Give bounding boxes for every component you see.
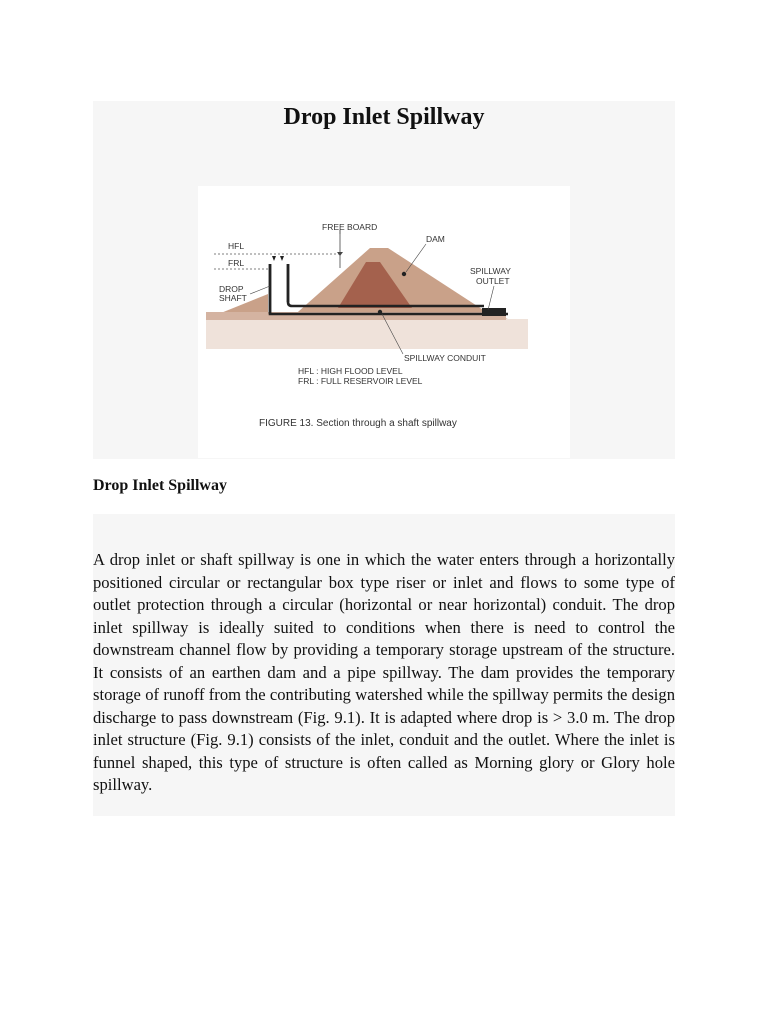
label-frl: FRL	[228, 258, 245, 268]
label-dam: DAM	[426, 234, 445, 244]
drop-shaft	[272, 264, 286, 306]
spillway-diagram	[198, 186, 570, 458]
label-drop: DROP	[219, 284, 244, 294]
outlet-leader	[488, 286, 494, 310]
ground-layer	[206, 319, 528, 349]
label-outlet: OUTLET	[476, 276, 510, 286]
shaft-leader	[250, 286, 270, 294]
outlet-pointer-dot	[486, 310, 490, 314]
inlet-arrow-2	[280, 256, 284, 261]
spillway-outlet-block	[482, 308, 506, 316]
label-spillway: SPILLWAY	[470, 266, 511, 276]
freeboard-arrow	[337, 252, 343, 256]
inlet-arrow-1	[272, 256, 276, 261]
label-free-board: FREE BOARD	[322, 222, 378, 232]
body-paragraph: A drop inlet or shaft spillway is one in which the water enters through a horizontally positioned circular or rectangular box type riser or inlet and flows to some type of outlet protection through a circular (horizontal or near horizontal) conduit. The drop inlet spillway is ideally suited to conditions when there is need to control the downstream channel flow by providing a temporary storage upstream of the structure. It consists of an earthen dam and a pipe spillway. The dam provides the temporary storage of runoff from the contributing watershed while the spillway permits the design discharge to pass downstream (Fig. 9.1). It is adapted where drop is > 3.0 m. The drop inlet structure (Fig. 9.1) consists of the inlet, conduit and the outlet. Where the inlet is funnel shaped, this type of structure is often called as Morning glory or Glory hole spillway.	[93, 550, 675, 794]
dam-pointer-dot	[402, 272, 406, 276]
label-shaft: SHAFT	[219, 293, 247, 303]
shaft-spillway-figure	[198, 186, 570, 458]
legend-hfl: HFL : HIGH FLOOD LEVEL	[298, 366, 403, 376]
label-spillway-conduit: SPILLWAY CONDUIT	[404, 353, 486, 363]
label-hfl: HFL	[228, 241, 245, 251]
legend-frl: FRL : FULL RESERVOIR LEVEL	[298, 376, 423, 386]
section-heading: Drop Inlet Spillway	[93, 477, 227, 494]
page-title: Drop Inlet Spillway	[283, 104, 485, 130]
spacer-panel	[93, 514, 675, 550]
figure-caption: FIGURE 13. Section through a shaft spillway	[259, 418, 457, 429]
conduit-pointer-dot	[378, 310, 382, 314]
